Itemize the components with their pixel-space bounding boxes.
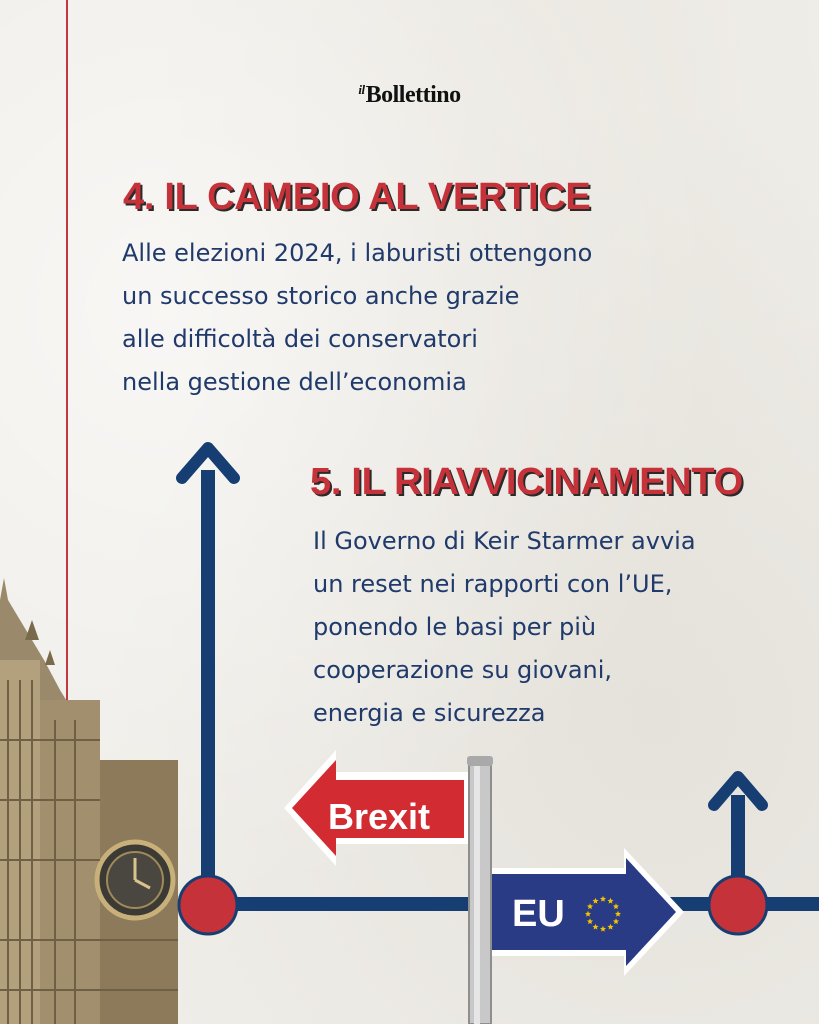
section-4-line: Alle elezioni 2024, i laburisti ottengono — [122, 239, 593, 267]
section-4-line: alle difficoltà dei conservatori — [122, 325, 478, 353]
section-4-title: 4. IL CAMBIO AL VERTICE — [123, 176, 591, 218]
section-5-line: energia e sicurezza — [313, 699, 546, 727]
timeline-node-right — [709, 876, 767, 934]
brexit-sign-label: Brexit — [328, 796, 431, 837]
bollettino-logo — [0, 82, 819, 109]
logo-prefix: il — [358, 82, 365, 97]
section-5-line: cooperazione su giovani, — [313, 656, 613, 684]
section-5-line: ponendo le basi per più — [313, 613, 597, 641]
section-4-line: un successo storico anche grazie — [122, 282, 520, 310]
section-5-text — [313, 520, 793, 735]
section-4-text — [122, 232, 722, 404]
section-5-title: 5. IL RIAVVICINAMENTO — [310, 461, 743, 503]
section-4-line: nella gestione dell’economia — [122, 368, 467, 396]
big-ben-tower — [0, 578, 178, 1024]
logo-name: Bollettino — [365, 82, 461, 108]
timeline-node-left — [179, 876, 237, 934]
section-5-line: Il Governo di Keir Starmer avvia — [313, 527, 696, 555]
eu-sign-label: EU — [512, 893, 565, 935]
signpost-pole — [467, 756, 493, 1024]
section-5-line: un reset nei rapporti con l’UE, — [313, 570, 673, 598]
